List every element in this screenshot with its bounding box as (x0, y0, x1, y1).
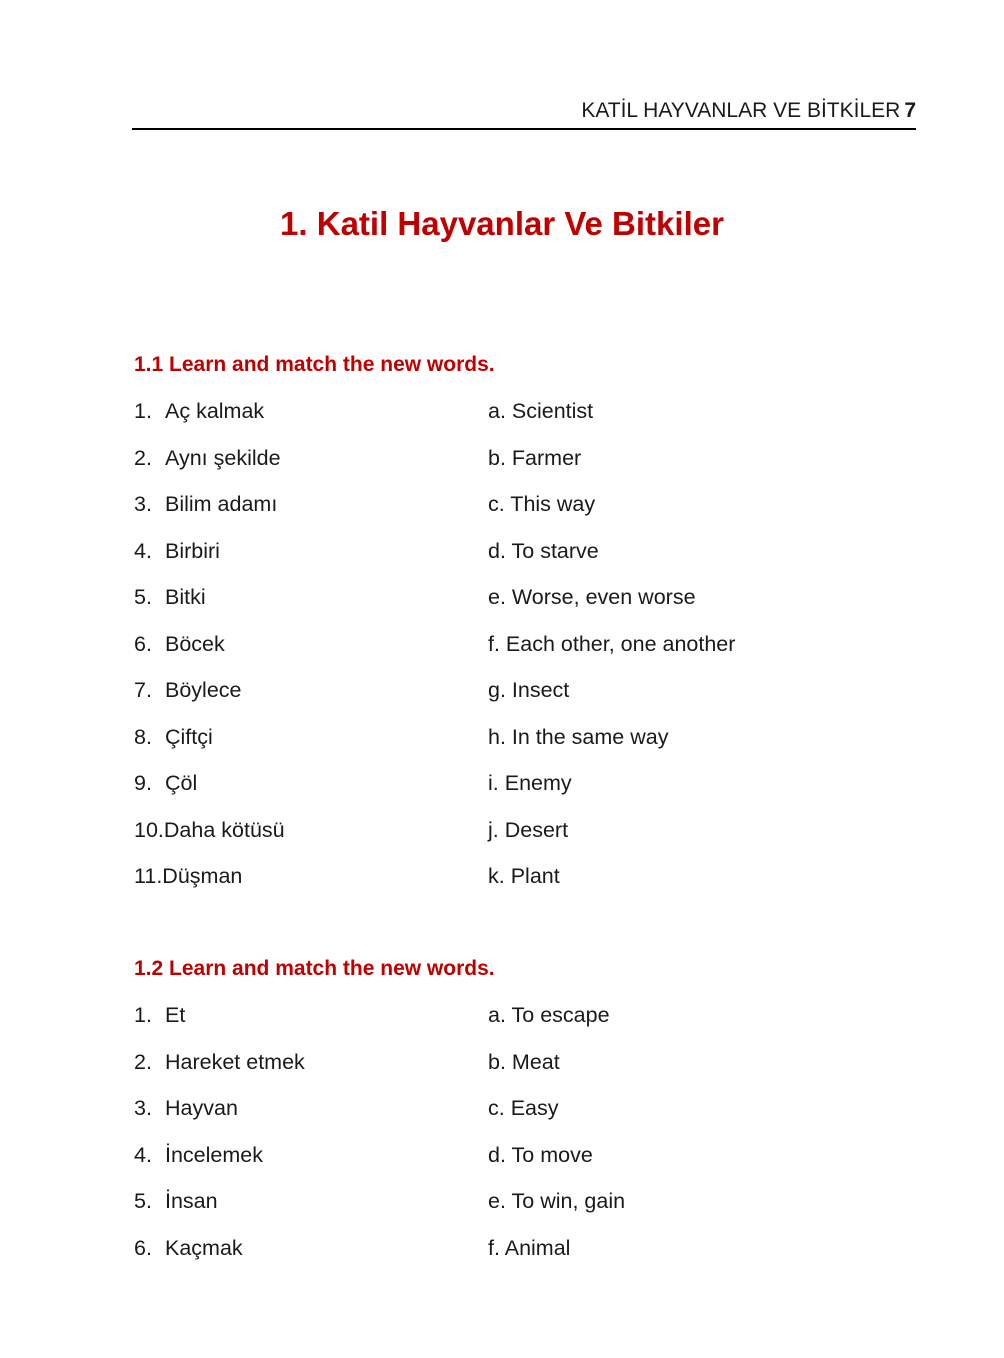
item-number: 6. (134, 1235, 152, 1260)
item-number: 10. (134, 817, 164, 842)
match-row (134, 444, 914, 491)
turkish-word (134, 1141, 263, 1169)
word-match-list (134, 397, 914, 909)
english-word: j. Desert (488, 817, 569, 842)
item-text: İncelemek (165, 1142, 263, 1167)
item-text: Hareket etmek (165, 1049, 305, 1074)
section-1-1 (134, 351, 914, 909)
page-number: 7 (904, 99, 916, 122)
item-number: 2. (134, 445, 152, 470)
match-row (134, 537, 914, 584)
item-number: 8. (134, 724, 152, 749)
item-text: Çöl (165, 771, 198, 795)
match-row (134, 630, 914, 677)
item-text: Aynı şekilde (165, 445, 281, 470)
item-text: Bilim adamı (165, 492, 278, 516)
match-row (134, 583, 914, 630)
item-number: 11. (134, 864, 163, 888)
chapter-title: 1. Katil Hayvanlar Ve Bitkiler (280, 205, 724, 242)
english-word: b. Farmer (488, 445, 582, 470)
item-number: 5. (134, 1189, 152, 1213)
item-text: İnsan (165, 1189, 218, 1213)
english-word: f. Each other, one another (488, 631, 736, 656)
item-text: Çiftçi (165, 724, 213, 749)
item-text: Böcek (165, 631, 225, 656)
english-word: a. To escape (488, 1003, 610, 1027)
item-text: Birbiri (165, 538, 220, 563)
english-word: a. Scientist (488, 399, 594, 423)
item-text: Böylece (165, 678, 242, 702)
turkish-word (134, 1094, 238, 1122)
turkish-word (134, 490, 277, 518)
section-title: 1.1 Learn and match the new words. (134, 353, 495, 376)
turkish-word (134, 1234, 243, 1262)
match-row (134, 1141, 914, 1188)
turkish-word (134, 723, 213, 751)
turkish-word (134, 769, 197, 797)
item-number: 3. (134, 1096, 152, 1120)
match-row (134, 862, 914, 909)
match-row (134, 1234, 914, 1281)
match-row (134, 397, 914, 444)
match-row (134, 1187, 914, 1234)
english-word: d. To starve (488, 538, 599, 563)
turkish-word (134, 1001, 185, 1029)
item-number: 6. (134, 631, 152, 656)
item-number: 4. (134, 538, 152, 563)
match-row (134, 1094, 914, 1141)
turkish-word (134, 816, 285, 844)
english-word: e. Worse, even worse (488, 585, 696, 609)
turkish-word (134, 537, 220, 565)
turkish-word (134, 862, 242, 890)
match-row (134, 676, 914, 723)
item-text: Düşman (162, 864, 243, 888)
turkish-word (134, 630, 225, 658)
match-row (134, 1048, 914, 1095)
english-word: d. To move (488, 1142, 593, 1167)
item-text: Daha kötüsü (163, 817, 285, 842)
match-row (134, 769, 914, 816)
turkish-word (134, 1187, 218, 1215)
english-word: c. Easy (488, 1096, 559, 1120)
item-text: Bitki (165, 585, 206, 609)
item-text: Aç kalmak (165, 399, 265, 423)
word-match-list (134, 1001, 914, 1280)
item-text: Kaçmak (165, 1235, 243, 1260)
item-number: 7. (134, 678, 152, 702)
match-row (134, 816, 914, 863)
item-text: Hayvan (165, 1096, 238, 1120)
english-word: e. To win, gain (488, 1189, 626, 1213)
english-word: c. This way (488, 492, 596, 516)
item-text: Et (165, 1003, 186, 1027)
section-title: 1.2 Learn and match the new words. (134, 957, 495, 980)
running-title: KATİL HAYVANLAR VE BİTKİLER (581, 99, 901, 122)
item-number: 1. (134, 1003, 152, 1027)
turkish-word (134, 397, 264, 425)
section-1-2 (134, 955, 914, 1280)
running-header (581, 98, 916, 124)
turkish-word (134, 1048, 305, 1076)
item-number: 2. (134, 1049, 152, 1074)
item-number: 1. (134, 399, 152, 423)
english-word: k. Plant (488, 864, 560, 888)
english-word: b. Meat (488, 1049, 560, 1074)
english-word: g. Insect (488, 678, 570, 702)
english-word: h. In the same way (488, 724, 669, 749)
match-row (134, 723, 914, 770)
match-row (134, 1001, 914, 1048)
item-number: 3. (134, 492, 152, 516)
english-word: i. Enemy (488, 771, 572, 795)
item-number: 9. (134, 771, 152, 795)
page-header (132, 98, 916, 130)
match-row (134, 490, 914, 537)
item-number: 4. (134, 1142, 152, 1167)
english-word: f. Animal (488, 1235, 571, 1260)
turkish-word (134, 583, 206, 611)
turkish-word (134, 676, 242, 704)
turkish-word (134, 444, 281, 472)
item-number: 5. (134, 585, 152, 609)
